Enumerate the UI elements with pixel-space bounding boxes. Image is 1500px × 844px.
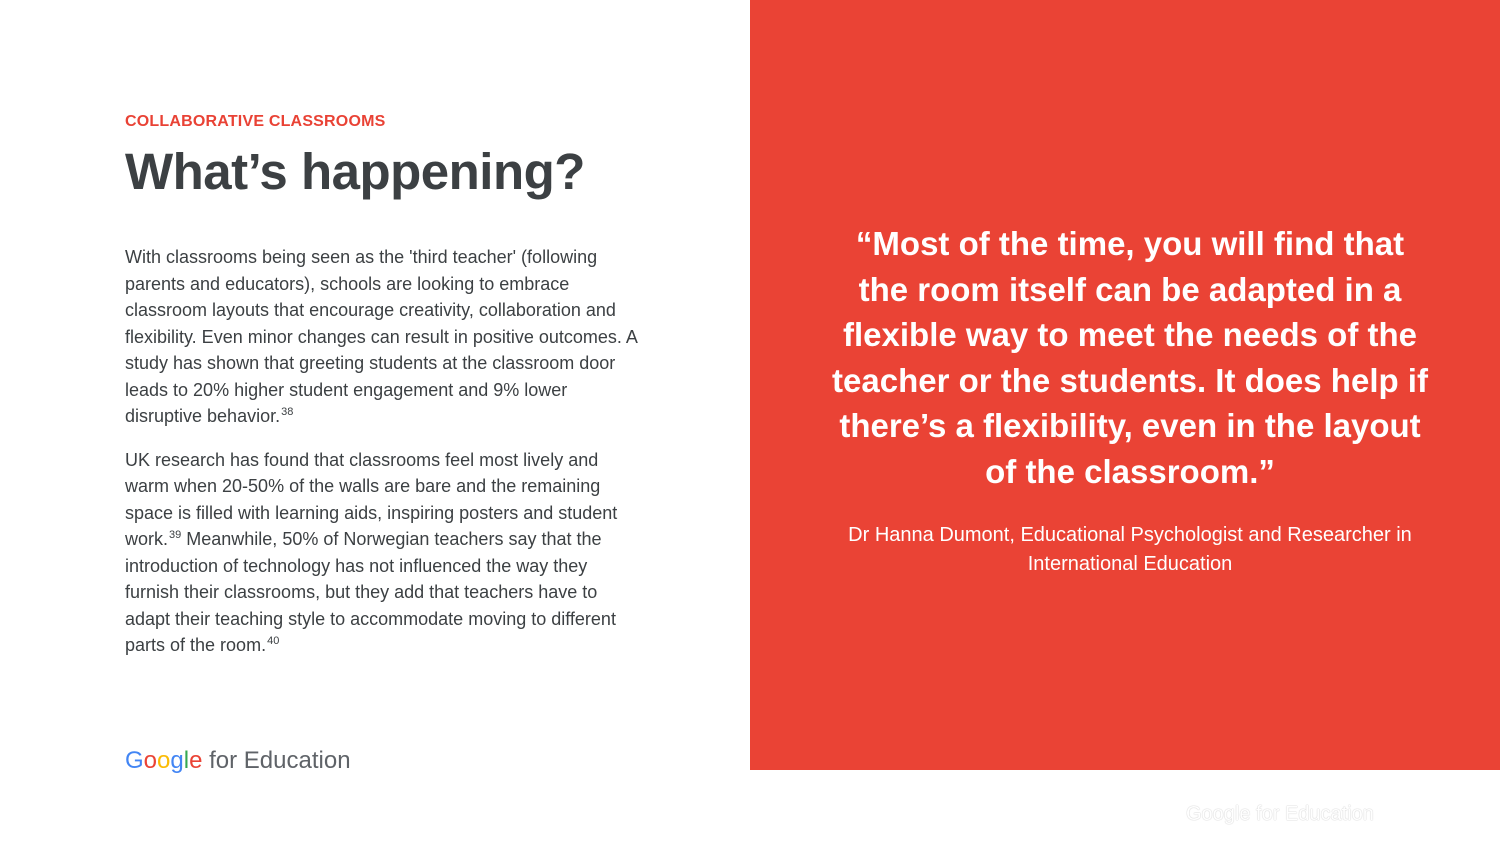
quote-panel [750, 0, 1500, 770]
quote-attribution: Dr Hanna Dumont, Educational Psychologist and Researcher in International Education [848, 524, 1412, 575]
google-wordmark [125, 747, 202, 774]
footnote-ref-39: 39 [169, 529, 182, 541]
logo-letter: g [170, 747, 184, 774]
logo-letter: e [189, 747, 203, 774]
logo-letter: G [125, 747, 144, 774]
logo-suffix: for Education [202, 747, 351, 774]
google-for-education-logo [125, 745, 351, 777]
paragraph-1 [125, 244, 645, 430]
footer-watermark-logo: Google for Education [1186, 803, 1374, 825]
pull-quote: “Most of the time, you will find that the room itself can be adapted in a flexible way to meet the needs of the teacher or the students. It does help if there’s a flexibility, even in the layout of the classroom.” [832, 225, 1428, 490]
page-title: What’s happening? [125, 143, 585, 200]
paragraph-2-text-a: UK research has found that classrooms feel most lively and warm when 20-50% of the walls are bare and the remaining space is filled with learning aids, inspiring posters and student work. [125, 449, 618, 549]
logo-letter: l [183, 747, 190, 774]
logo-letter: o [157, 747, 171, 774]
logo-letter: o [143, 747, 158, 774]
footnote-ref-40: 40 [267, 635, 280, 647]
paragraph-2-text-b: Meanwhile, 50% of Norwegian teachers say that the introduction of technology has not influenced the way they furnish their classrooms, but they add that teachers have to adapt their teaching style to accommodate moving to different parts of the room. [125, 529, 616, 655]
paragraph-2 [125, 447, 645, 659]
section-label: COLLABORATIVE CLASSROOMS [125, 113, 386, 130]
paragraph-1-text: With classrooms being seen as the 'third teacher' (following parents and educators), schools are looking to embrace classroom layouts that encourage creativity, collaboration and flexibility. Even minor changes can result in positive outcomes. A study has shown that greeting students at the classroom door leads to 20% higher student engagement and 9% lower disruptive behavior. [125, 247, 637, 426]
body-text [125, 244, 645, 676]
footnote-ref-38: 38 [281, 406, 294, 418]
